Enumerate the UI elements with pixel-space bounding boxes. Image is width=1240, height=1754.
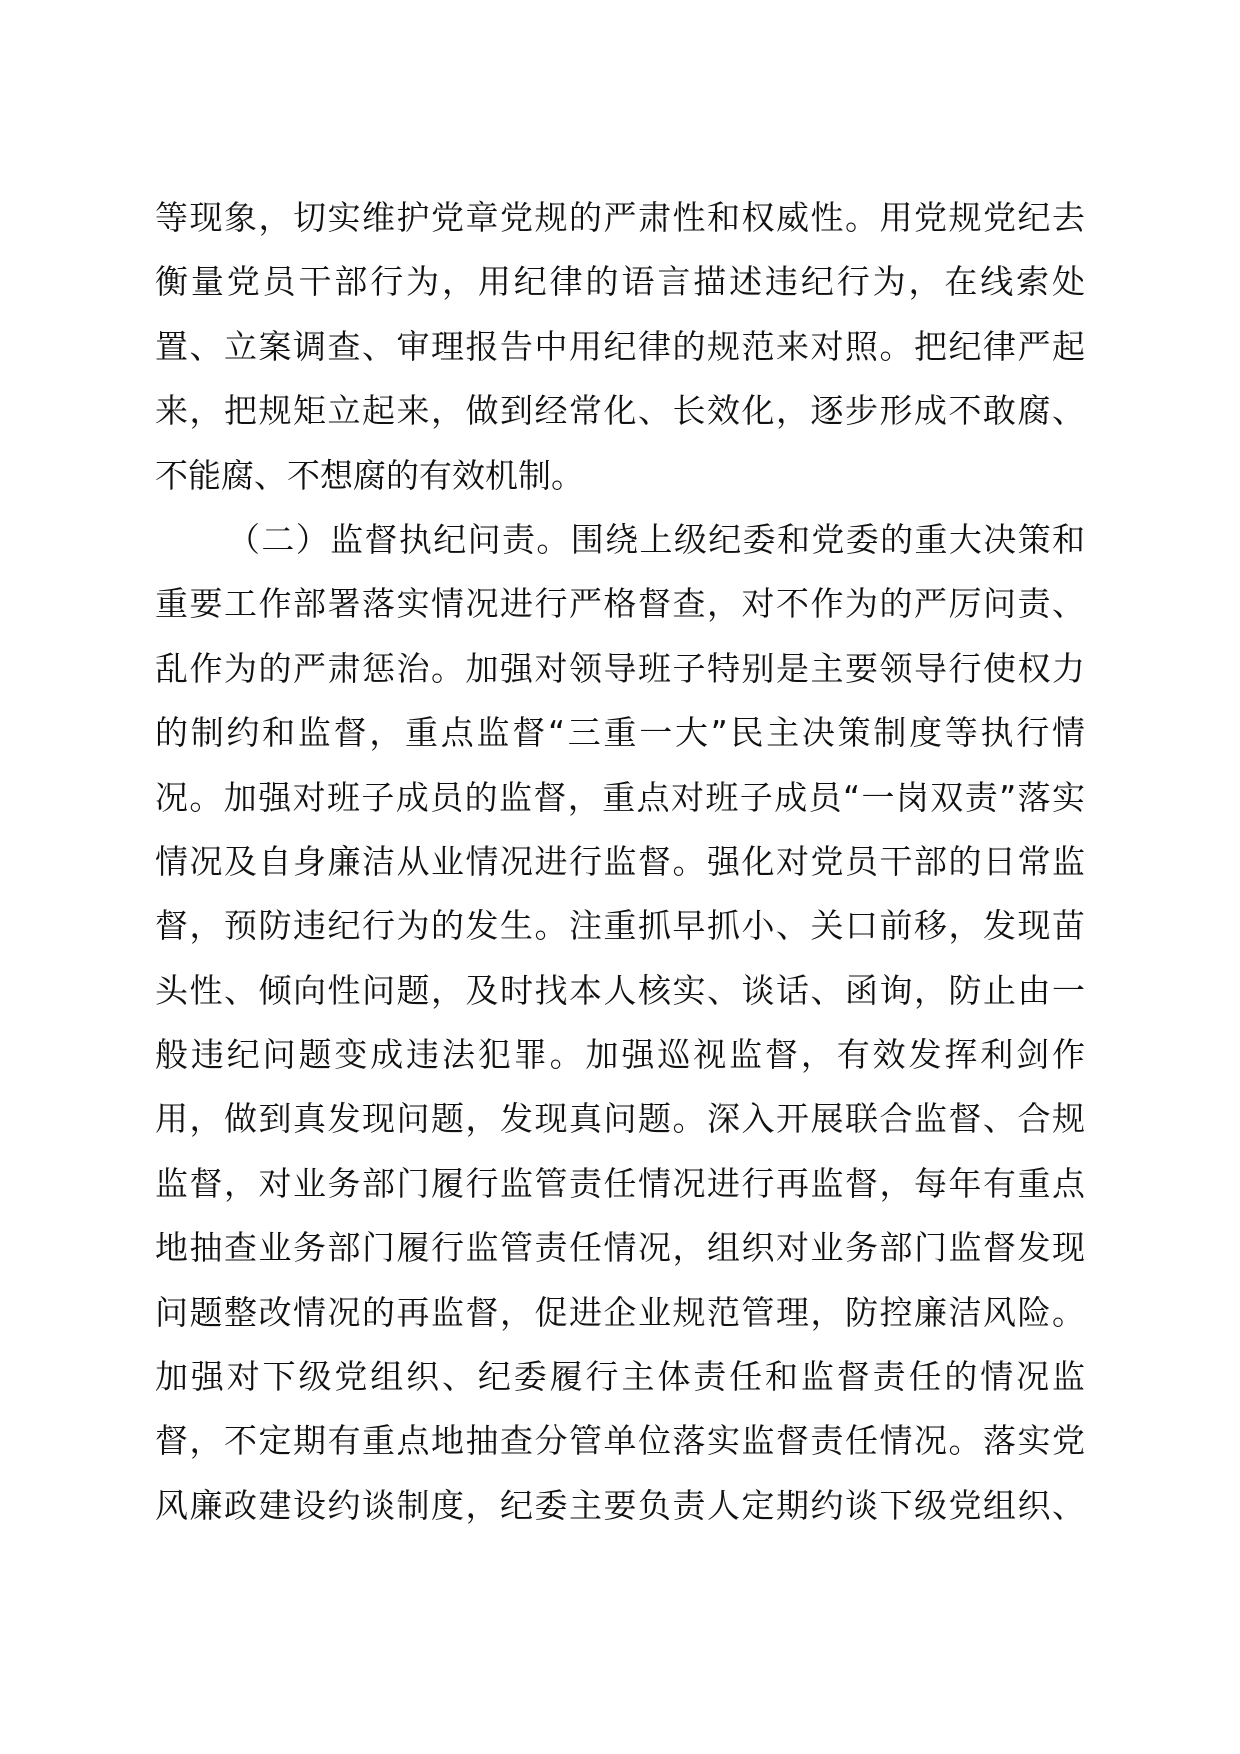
text-line: 不能腐、不想腐的有效机制。 [155,455,584,495]
text-line: 监督，对业务部门履行监管责任情况进行再监督，每年有重点 [155,1163,1085,1203]
text-line: 地抽查业务部门履行监管责任情况，组织对业务部门监督发现 [155,1228,1085,1268]
text-line: 情况及自身廉洁从业情况进行监督。强化对党员干部的日常监 [155,841,1085,881]
text-line: 用，做到真发现问题，发现真问题。深入开展联合监督、合规 [155,1099,1085,1139]
text-line: 督，不定期有重点地抽查分管单位落实监督责任情况。落实党 [155,1421,1085,1461]
text-line: 头性、倾向性问题，及时找本人核实、谈话、函询，防止由一 [155,970,1085,1010]
text-line: 重要工作部署落实情况进行严格督查，对不作为的严厉问责、 [155,584,1085,624]
text-line: 加强对下级党组织、纪委履行主体责任和监督责任的情况监 [155,1357,1085,1397]
text-line: 风廉政建设约谈制度，纪委主要负责人定期约谈下级党组织、 [155,1485,1085,1525]
section-heading-line: （二）监督执纪问责。围绕上级纪委和党委的重大决策和 [227,519,1085,559]
text-line: 来，把规矩立起来，做到经常化、长效化，逐步形成不敢腐、 [155,391,1085,431]
text-line: 的制约和监督，重点监督“三重一大”民主决策制度等执行情 [155,713,1085,753]
text-line: 乱作为的严肃惩治。加强对领导班子特别是主要领导行使权力 [155,648,1085,688]
body-text [155,186,1085,1538]
text-line: 况。加强对班子成员的监督，重点对班子成员“一岗双责”落实 [155,777,1085,817]
text-line: 问题整改情况的再监督，促进企业规范管理，防控廉洁风险。 [155,1292,1085,1332]
text-line: 等现象，切实维护党章党规的严肃性和权威性。用党规党纪去 [155,198,1085,237]
text-line: 置、立案调查、审理报告中用纪律的规范来对照。把纪律严起 [155,326,1085,366]
text-line: 衡量党员干部行为，用纪律的语言描述违纪行为，在线索处 [155,262,1085,302]
text-line: 般违纪问题变成违法犯罪。加强巡视监督，有效发挥利剑作 [155,1035,1085,1075]
text-line: 督，预防违纪行为的发生。注重抓早抓小、关口前移，发现苗 [155,906,1085,946]
